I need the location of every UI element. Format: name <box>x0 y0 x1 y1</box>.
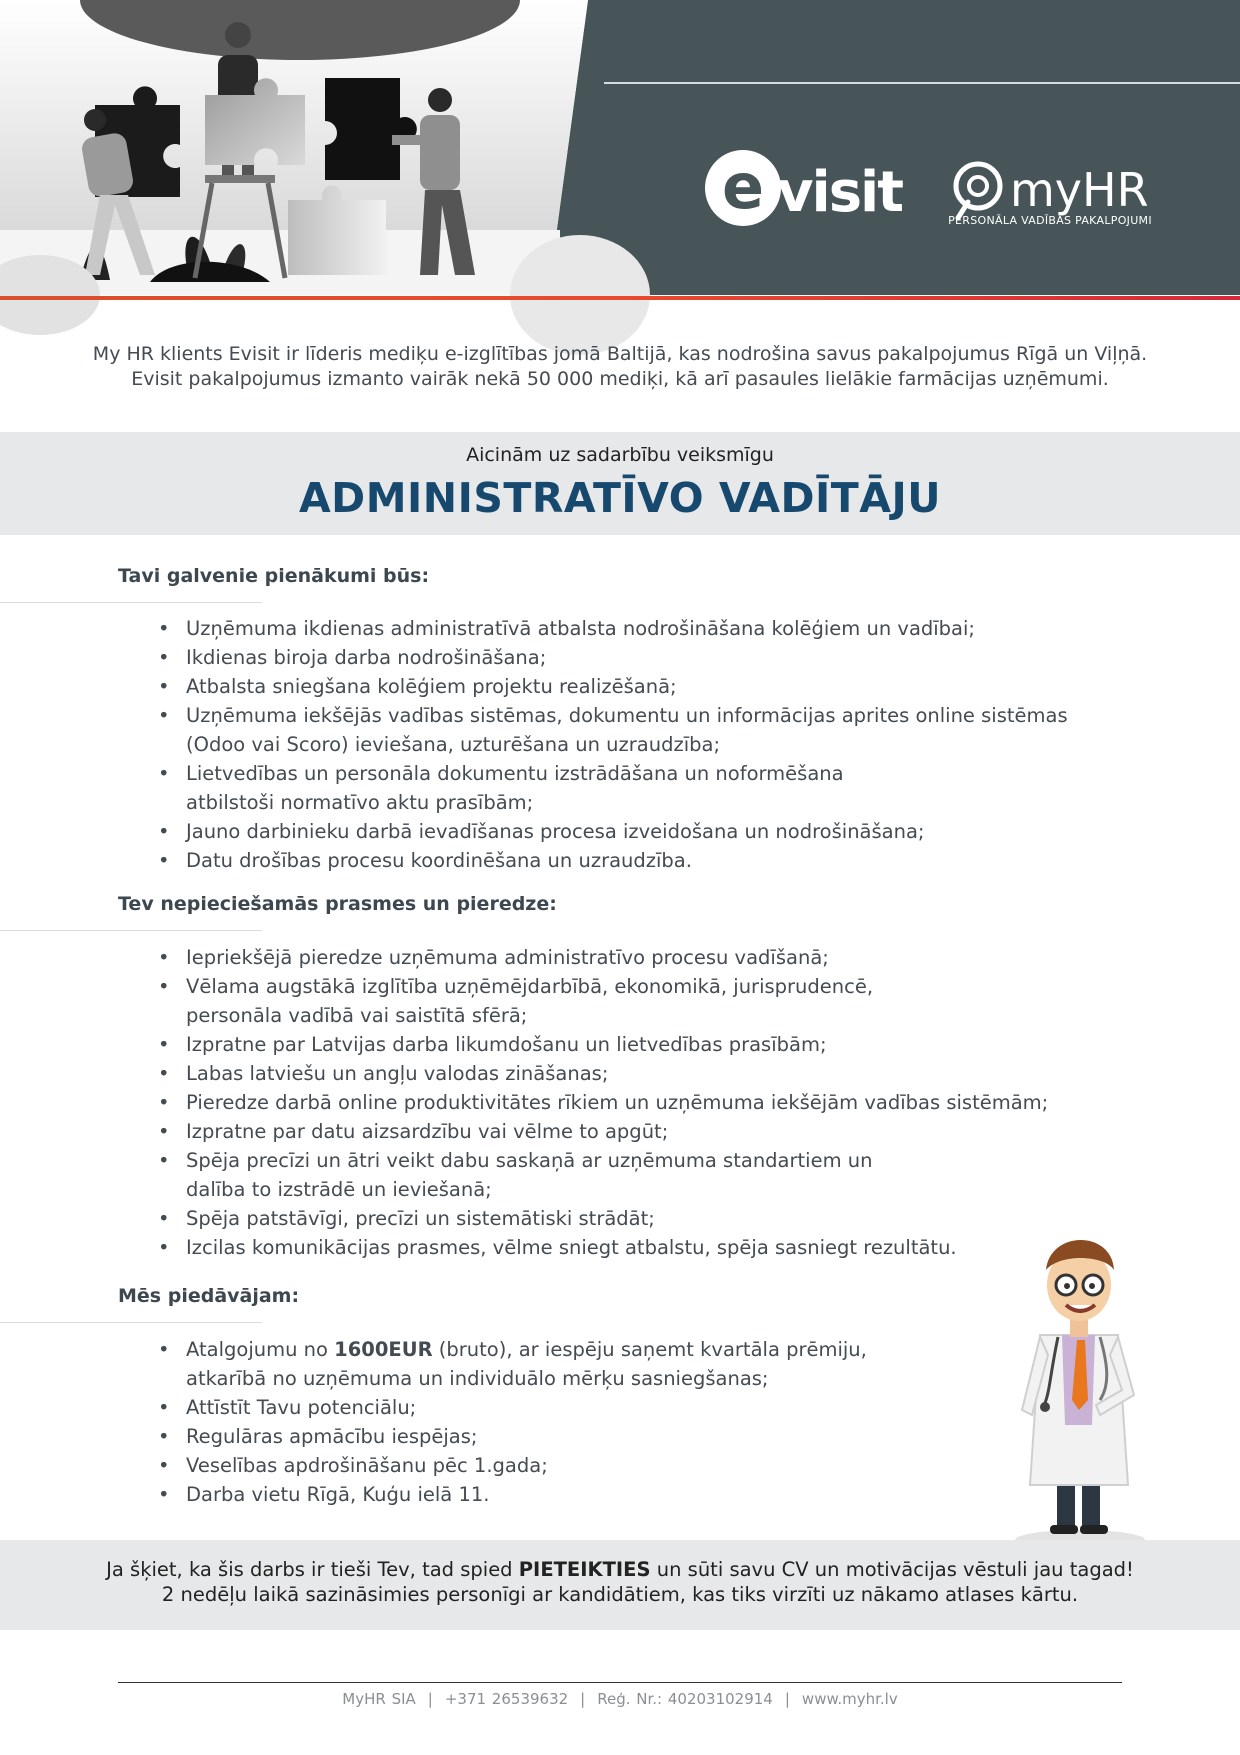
list-item <box>158 1233 1048 1262</box>
intro-line-2: Evisit pakalpojumus izmanto vairāk nekā 50 000 mediķi, kā arī pasaules lielākie farmācijas uzņēmumi. <box>131 368 1109 390</box>
footer-reg-number: Reģ. Nr.: 40203102914 <box>597 1690 773 1708</box>
bullet-icon: • <box>158 1425 170 1448</box>
bullet-icon: • <box>158 1396 170 1419</box>
list-item-text: Pieredze darbā online produktivitātes rīkiem un uzņēmuma iekšējām vadības sistēmām; <box>186 1091 1049 1114</box>
bullet-icon: • <box>158 704 170 727</box>
bullet-icon: • <box>158 849 170 872</box>
list-item-text: Datu drošības procesu koordinēšana un uzraudzība. <box>186 849 692 872</box>
skills-heading: Tev nepieciešamās prasmes un pieredze: <box>118 893 557 915</box>
bullet-icon: • <box>158 762 170 785</box>
salary-amount: 1600EUR <box>334 1338 433 1361</box>
offer-list <box>158 1335 867 1509</box>
list-item-text: Veselības apdrošināšanu pēc 1.gada; <box>186 1454 548 1477</box>
bullet-icon: • <box>158 1483 170 1506</box>
offer-heading-rule <box>0 1322 262 1323</box>
bullet-icon: • <box>158 646 170 669</box>
list-item-text: Atbalsta sniegšana kolēģiem projektu realizēšanā; <box>186 675 677 698</box>
footer-company: MyHR SIA <box>342 1690 416 1708</box>
list-item-text: Attīstīt Tavu potenciālu; <box>186 1396 417 1419</box>
list-item <box>158 1480 867 1509</box>
list-item-text: personāla vadībā vai saistītā sfērā; <box>186 1004 528 1027</box>
intro-line-1: My HR klients Evisit ir līderis mediķu e-izglītības jomā Baltijā, kas nodrošina savus pakalpojumus Rīgā un Viļņā. <box>92 343 1148 365</box>
bullet-icon: • <box>158 1236 170 1259</box>
bullet-icon: • <box>158 1062 170 1085</box>
list-item-text: atbilstoši normatīvo aktu prasībām; <box>186 791 534 814</box>
skills-heading-rule <box>0 930 262 931</box>
list-item-text: Vēlama augstākā izglītība uzņēmējdarbībā, ekonomikā, jurisprudencē, <box>186 975 874 998</box>
list-item-text: Regulāras apmācību iespējas; <box>186 1425 478 1448</box>
skills-list <box>158 943 1048 1262</box>
footer-separator: | <box>784 1690 790 1708</box>
duties-heading: Tavi galvenie pienākumi būs: <box>118 565 430 587</box>
accent-divider-line <box>0 296 1240 300</box>
bullet-icon: • <box>158 617 170 640</box>
list-item-text: Izpratne par datu aizsardzību vai vēlme to apgūt; <box>186 1120 669 1143</box>
myhr-tagline: PERSONĀLA VADĪBAS PAKALPOJUMI <box>948 214 1152 227</box>
list-item <box>158 1059 1048 1088</box>
list-item <box>158 614 1068 643</box>
list-item-text: Uzņēmuma iekšējās vadības sistēmas, dokumentu un informācijas aprites online sistēmas <box>186 704 1068 727</box>
list-item-text: dalība to izstrādē un ieviešanā; <box>186 1178 492 1201</box>
bullet-icon: • <box>158 1149 170 1172</box>
intro-text <box>60 342 1180 392</box>
salary-text-pre: Atalgojumu no <box>186 1338 335 1361</box>
list-item-text: Labas latviešu un angļu valodas zināšanas; <box>186 1062 609 1085</box>
list-item <box>158 643 1068 672</box>
cta-line-1 <box>0 1558 1240 1581</box>
bullet-icon: • <box>158 946 170 969</box>
svg-text:visit: visit <box>777 160 902 225</box>
footer-rule <box>118 1682 1122 1683</box>
duties-list <box>158 614 1068 875</box>
list-item-text: Iepriekšējā pieredze uzņēmuma administratīvo procesu vadīšanā; <box>186 946 829 969</box>
list-item-text: Uzņēmuma ikdienas administratīvā atbalsta nodrošināšana kolēģiem un vadībai; <box>186 617 975 640</box>
salary-text-line2: atkarībā no uzņēmuma un individuālo mērķu sasniegšanas; <box>186 1367 769 1390</box>
list-item <box>158 672 1068 701</box>
salary-text-post: (bruto), ar iespēju saņemt kvartāla prēmiju, <box>432 1338 867 1361</box>
list-item-text: Izpratne par Latvijas darba likumdošanu un lietvedības prasībām; <box>186 1033 827 1056</box>
hero-illustration <box>0 0 600 295</box>
apply-keyword: PIETEIKTIES <box>518 1558 651 1581</box>
list-item <box>158 1088 1048 1117</box>
list-item-text: (Odoo vai Scoro) ieviešana, uzturēšana un uzraudzība; <box>186 733 721 756</box>
cta-text-pre: Ja šķiet, ka šis darbs ir tieši Tev, tad spied <box>106 1558 519 1581</box>
invite-text: Aicinām uz sadarbību veiksmīgu <box>466 444 774 466</box>
list-item <box>158 1451 867 1480</box>
footer-separator: | <box>427 1690 433 1708</box>
bullet-icon: • <box>158 1033 170 1056</box>
list-item <box>158 943 1048 972</box>
list-item-text: Spēja precīzi un ātri veikt dabu saskaņā ar uzņēmuma standartiem un <box>186 1149 873 1172</box>
list-item-text: Ikdienas biroja darba nodrošināšana; <box>186 646 547 669</box>
bullet-icon: • <box>158 675 170 698</box>
doctor-illustration <box>1000 1225 1160 1555</box>
header-divider-line <box>604 82 1240 84</box>
list-item <box>158 846 1068 875</box>
cta-text-post: un sūti savu CV un motivācijas vēstuli jau tagad! <box>650 1558 1134 1581</box>
bullet-icon: • <box>158 975 170 998</box>
list-item <box>158 1117 1048 1146</box>
footer-phone[interactable]: +371 26539632 <box>444 1690 569 1708</box>
job-title: ADMINISTRATĪVO VADĪTĀJU <box>298 474 942 522</box>
list-item-text: Izcilas komunikācijas prasmes, vēlme sniegt atbalstu, spēja sasniegt rezultātu. <box>186 1236 957 1259</box>
bullet-icon: • <box>158 820 170 843</box>
list-item <box>158 1422 867 1451</box>
list-item <box>158 1030 1048 1059</box>
list-item <box>158 1393 867 1422</box>
list-item-text: Lietvedības un personāla dokumentu izstrādāšana un noformēšana <box>186 762 844 785</box>
list-item <box>158 1146 1048 1204</box>
evisit-logo <box>705 148 902 230</box>
cta-line-2: 2 nedēļu laikā sazināsimies personīgi ar kandidātiem, kas tiks virzīti uz nākamo atlases kārtu. <box>161 1583 1079 1606</box>
offer-heading: Mēs piedāvājam: <box>118 1285 300 1307</box>
list-item-text: Spēja patstāvīgi, precīzi un sistemātiski strādāt; <box>186 1207 655 1230</box>
list-item <box>158 1204 1048 1233</box>
bullet-icon: • <box>158 1091 170 1114</box>
bullet-icon: • <box>158 1120 170 1143</box>
list-item-text: Jauno darbinieku darbā ievadīšanas procesa izveidošana un nodrošināšana; <box>186 820 925 843</box>
svg-text:myHR: myHR <box>1010 163 1149 217</box>
bullet-icon: • <box>158 1338 170 1361</box>
list-item <box>158 817 1068 846</box>
list-item <box>158 1335 867 1393</box>
duties-heading-rule <box>0 602 262 603</box>
footer-separator: | <box>580 1690 586 1708</box>
list-item <box>158 701 1068 759</box>
footer-contacts <box>0 1690 1240 1708</box>
list-item <box>158 759 1068 817</box>
bullet-icon: • <box>158 1454 170 1477</box>
list-item <box>158 972 1048 1030</box>
list-item-text: Darba vietu Rīgā, Kuģu ielā 11. <box>186 1483 490 1506</box>
bullet-icon: • <box>158 1207 170 1230</box>
svg-text:e: e <box>721 150 765 223</box>
footer-website-link[interactable]: www.myhr.lv <box>801 1690 898 1708</box>
